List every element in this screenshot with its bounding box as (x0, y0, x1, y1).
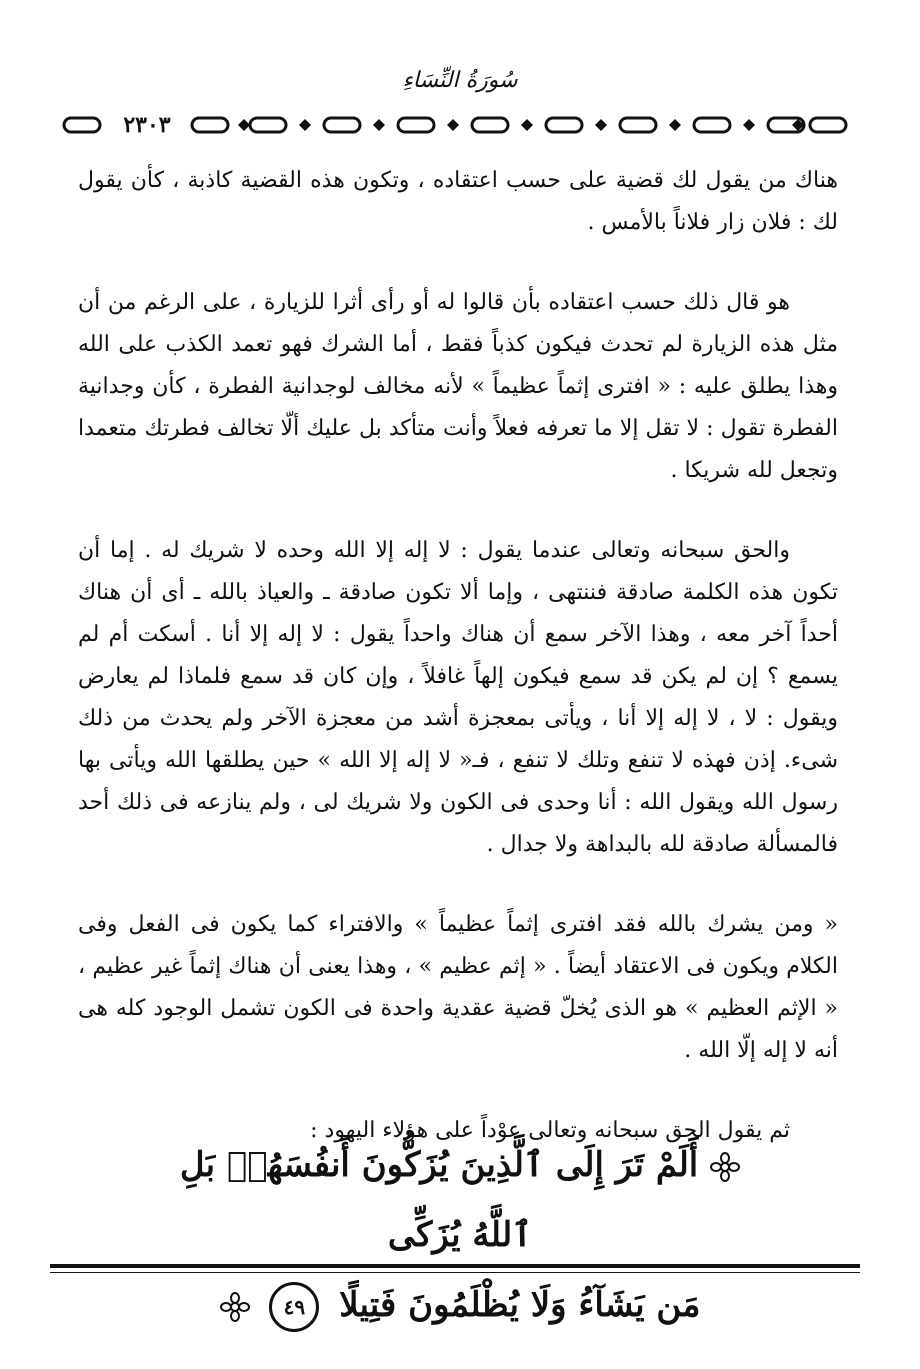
paragraph: ثم يقول الحق سبحانه وتعالى عوْداً على هؤلاء اليهود : (310, 1118, 790, 1143)
paragraph: والحق سبحانه وتعالى عندما يقول : لا إله إلا الله وحده لا شريك له . إما أن تكون هذه الكلمة صادقة فننتهى ، وإما ألا تكون صادقة ـ والعياذ بالله ـ أى أن هناك أحداً آخر معه ، وهذا الآخر سمع أن هناك واحداً يقول : لا إله إلا أنا . أسكت أم لم يسمع ؟ إن لم يكن قد سمع فيكون إلهاً غافلاً ، وإن كان قد سمع فلماذا لم يعارض ويقول : لا ، لا إله إلا أنا ، ويأتى بمعجزة أشد من معجزة الآخر ولم يحدث من ذلك شىء. إذن فهذه لا تنفع وتلك لا تنفع ، فـ« لا إله إلا الله » حين يطلقها الله ويأتى بها رسول الله ويقول الله : أنا وحدى فى الكون ولا شريك لى ، ولم ينازعه فى ذلك أحد فالمسألة صادقة لله بالبداهة ولا جدال . (78, 538, 838, 857)
footer-rule-thick (50, 1264, 860, 1268)
flower-ornament-icon (710, 1152, 740, 1182)
paragraph: « ومن يشرك بالله فقد افترى إثماً عظيماً » والافتراء كما يكون فى الفعل وفى الكلام ويكون فى الاعتقاد أيضاً . « إثم عظيم » ، وهذا يعنى أن هناك إثماً غير عظيم ، « الإثم العظيم » هو الذى يُخلّ قضية عقدية واحدة فى الكون تشمل الوجود كله هى أنه لا إله إلّا الله . (78, 912, 838, 1063)
verse-line-1 (150, 1130, 770, 1270)
footer-rule-thin (50, 1272, 860, 1273)
verse-text-2: مَن يَشَآءُ وَلَا يُظْلَمُونَ فَتِيلًا (339, 1285, 701, 1325)
flower-ornament-icon (220, 1292, 250, 1322)
verse-line-2 (150, 1270, 770, 1340)
body-text (78, 160, 838, 1190)
verse-text-1: أَلَمْ تَرَ إِلَى ٱلَّذِينَ يُزَكُّونَ أَنفُسَهُمۚ بَلِ ٱللَّهُ يُزَكِّى (179, 1145, 699, 1255)
quran-verse (150, 1130, 770, 1340)
paragraph: هو قال ذلك حسب اعتقاده بأن قالوا له أو رأى أثرا للزيارة ، على الرغم من أن مثل هذه الزيارة لم تحدث فيكون كذباً فقط ، أما الشرك فهو تعمد الكذب على الله وهذا يطلق عليه : « افترى إثماً عظيماً » لأنه مخالف لوجدانية الفطرة ، كأن وجدانية الفطرة تقول : لا تقل إلا ما تعرفه فعلاً وأنت متأكد بل عليك ألّا تخالف فطرتك متعمدا وتجعل لله شريكا . (78, 290, 838, 483)
surah-title: سُورَةُ النِّسَاءِ (402, 68, 518, 93)
paragraph: هناك من يقول لك قضية على حسب اعتقاده ، وتكون هذه القضية كاذبة ، كأن يقول لك : فلان زار فلاناً بالأمس . (78, 168, 838, 235)
verse-number: ٤٩ (269, 1282, 319, 1332)
page-number: ٢٣٠٣ (112, 112, 182, 138)
